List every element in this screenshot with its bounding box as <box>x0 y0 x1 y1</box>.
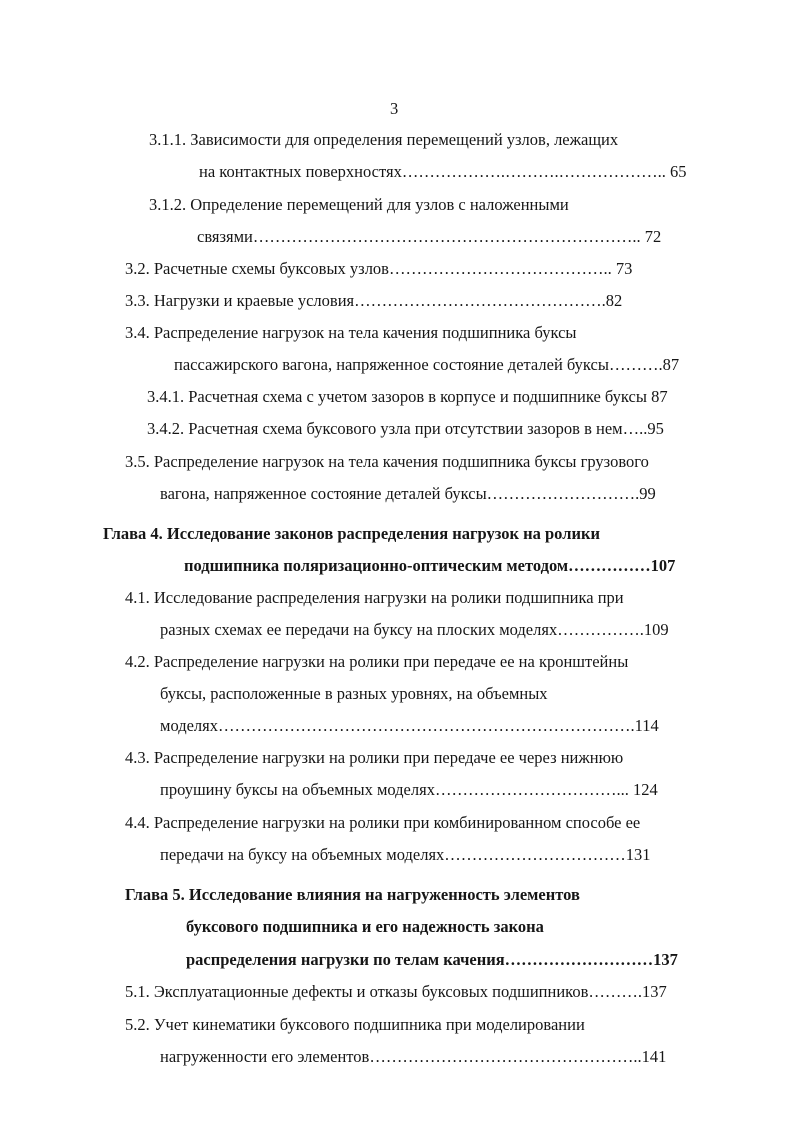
toc-line: 4.1. Исследование распределения нагрузки на ролики подшипника при <box>125 588 624 607</box>
toc-line: разных схемах ее передачи на буксу на плоских моделях…………….109 <box>160 620 669 639</box>
toc-line: проушину буксы на объемных моделях……………………………... 124 <box>160 780 658 799</box>
toc-line: пассажирского вагона, напряженное состояние деталей буксы……….87 <box>174 355 680 374</box>
toc-line: 3.4.1. Расчетная схема с учетом зазоров в корпусе и подшипнике буксы 87 <box>147 387 668 406</box>
toc-line: передачи на буксу на объемных моделях……………………………131 <box>160 845 651 864</box>
chapter-heading: буксового подшипника и его надежность закона <box>186 917 544 936</box>
chapter-heading: Глава 4. Исследование законов распределения нагрузок на ролики <box>103 524 600 543</box>
chapter-heading: подшипника поляризационно-оптическим методом……………107 <box>184 556 676 575</box>
toc-line: 3.1.2. Определение перемещений для узлов с наложенными <box>149 195 569 214</box>
chapter-heading: распределения нагрузки по телам качения………………………137 <box>186 950 678 969</box>
toc-line: 5.2. Учет кинематики буксового подшипника при моделировании <box>125 1015 585 1034</box>
toc-line: на контактных поверхностях……………….……….……………….. 65 <box>199 162 687 181</box>
page-number: 3 <box>390 99 399 118</box>
toc-line: связями…………………………………………………………….. 72 <box>197 227 662 246</box>
toc-line: 3.5. Распределение нагрузок на тела качения подшипника буксы грузового <box>125 452 649 471</box>
toc-line: 3.4.2. Расчетная схема буксового узла при отсутствии зазоров в нем…..95 <box>147 419 664 438</box>
toc-line: моделях………………………………………………………………….114 <box>160 716 659 735</box>
toc-line: буксы, расположенные в разных уровнях, на объемных <box>160 684 548 703</box>
chapter-heading: Глава 5. Исследование влияния на нагруженность элементов <box>125 885 580 904</box>
toc-line: 4.3. Распределение нагрузки на ролики при передаче ее через нижнюю <box>125 748 624 767</box>
toc-line: 5.1. Эксплуатационные дефекты и отказы буксовых подшипников……….137 <box>125 982 667 1001</box>
toc-line: 4.4. Распределение нагрузки на ролики при комбинированном способе ее <box>125 813 641 832</box>
toc-line: 3.1.1. Зависимости для определения перемещений узлов, лежащих <box>149 130 619 149</box>
toc-line: нагруженности его элементов…………………………………………..141 <box>160 1047 667 1066</box>
toc-line: 3.2. Расчетные схемы буксовых узлов………………………………….. 73 <box>125 259 633 278</box>
toc-line: 3.4. Распределение нагрузок на тела качения подшипника буксы <box>125 323 577 342</box>
toc-line: 3.3. Нагрузки и краевые условия……………………………………….82 <box>125 291 623 310</box>
toc-line: вагона, напряженное состояние деталей буксы……………………….99 <box>160 484 656 503</box>
toc-line: 4.2. Распределение нагрузки на ролики при передаче ее на кронштейны <box>125 652 629 671</box>
